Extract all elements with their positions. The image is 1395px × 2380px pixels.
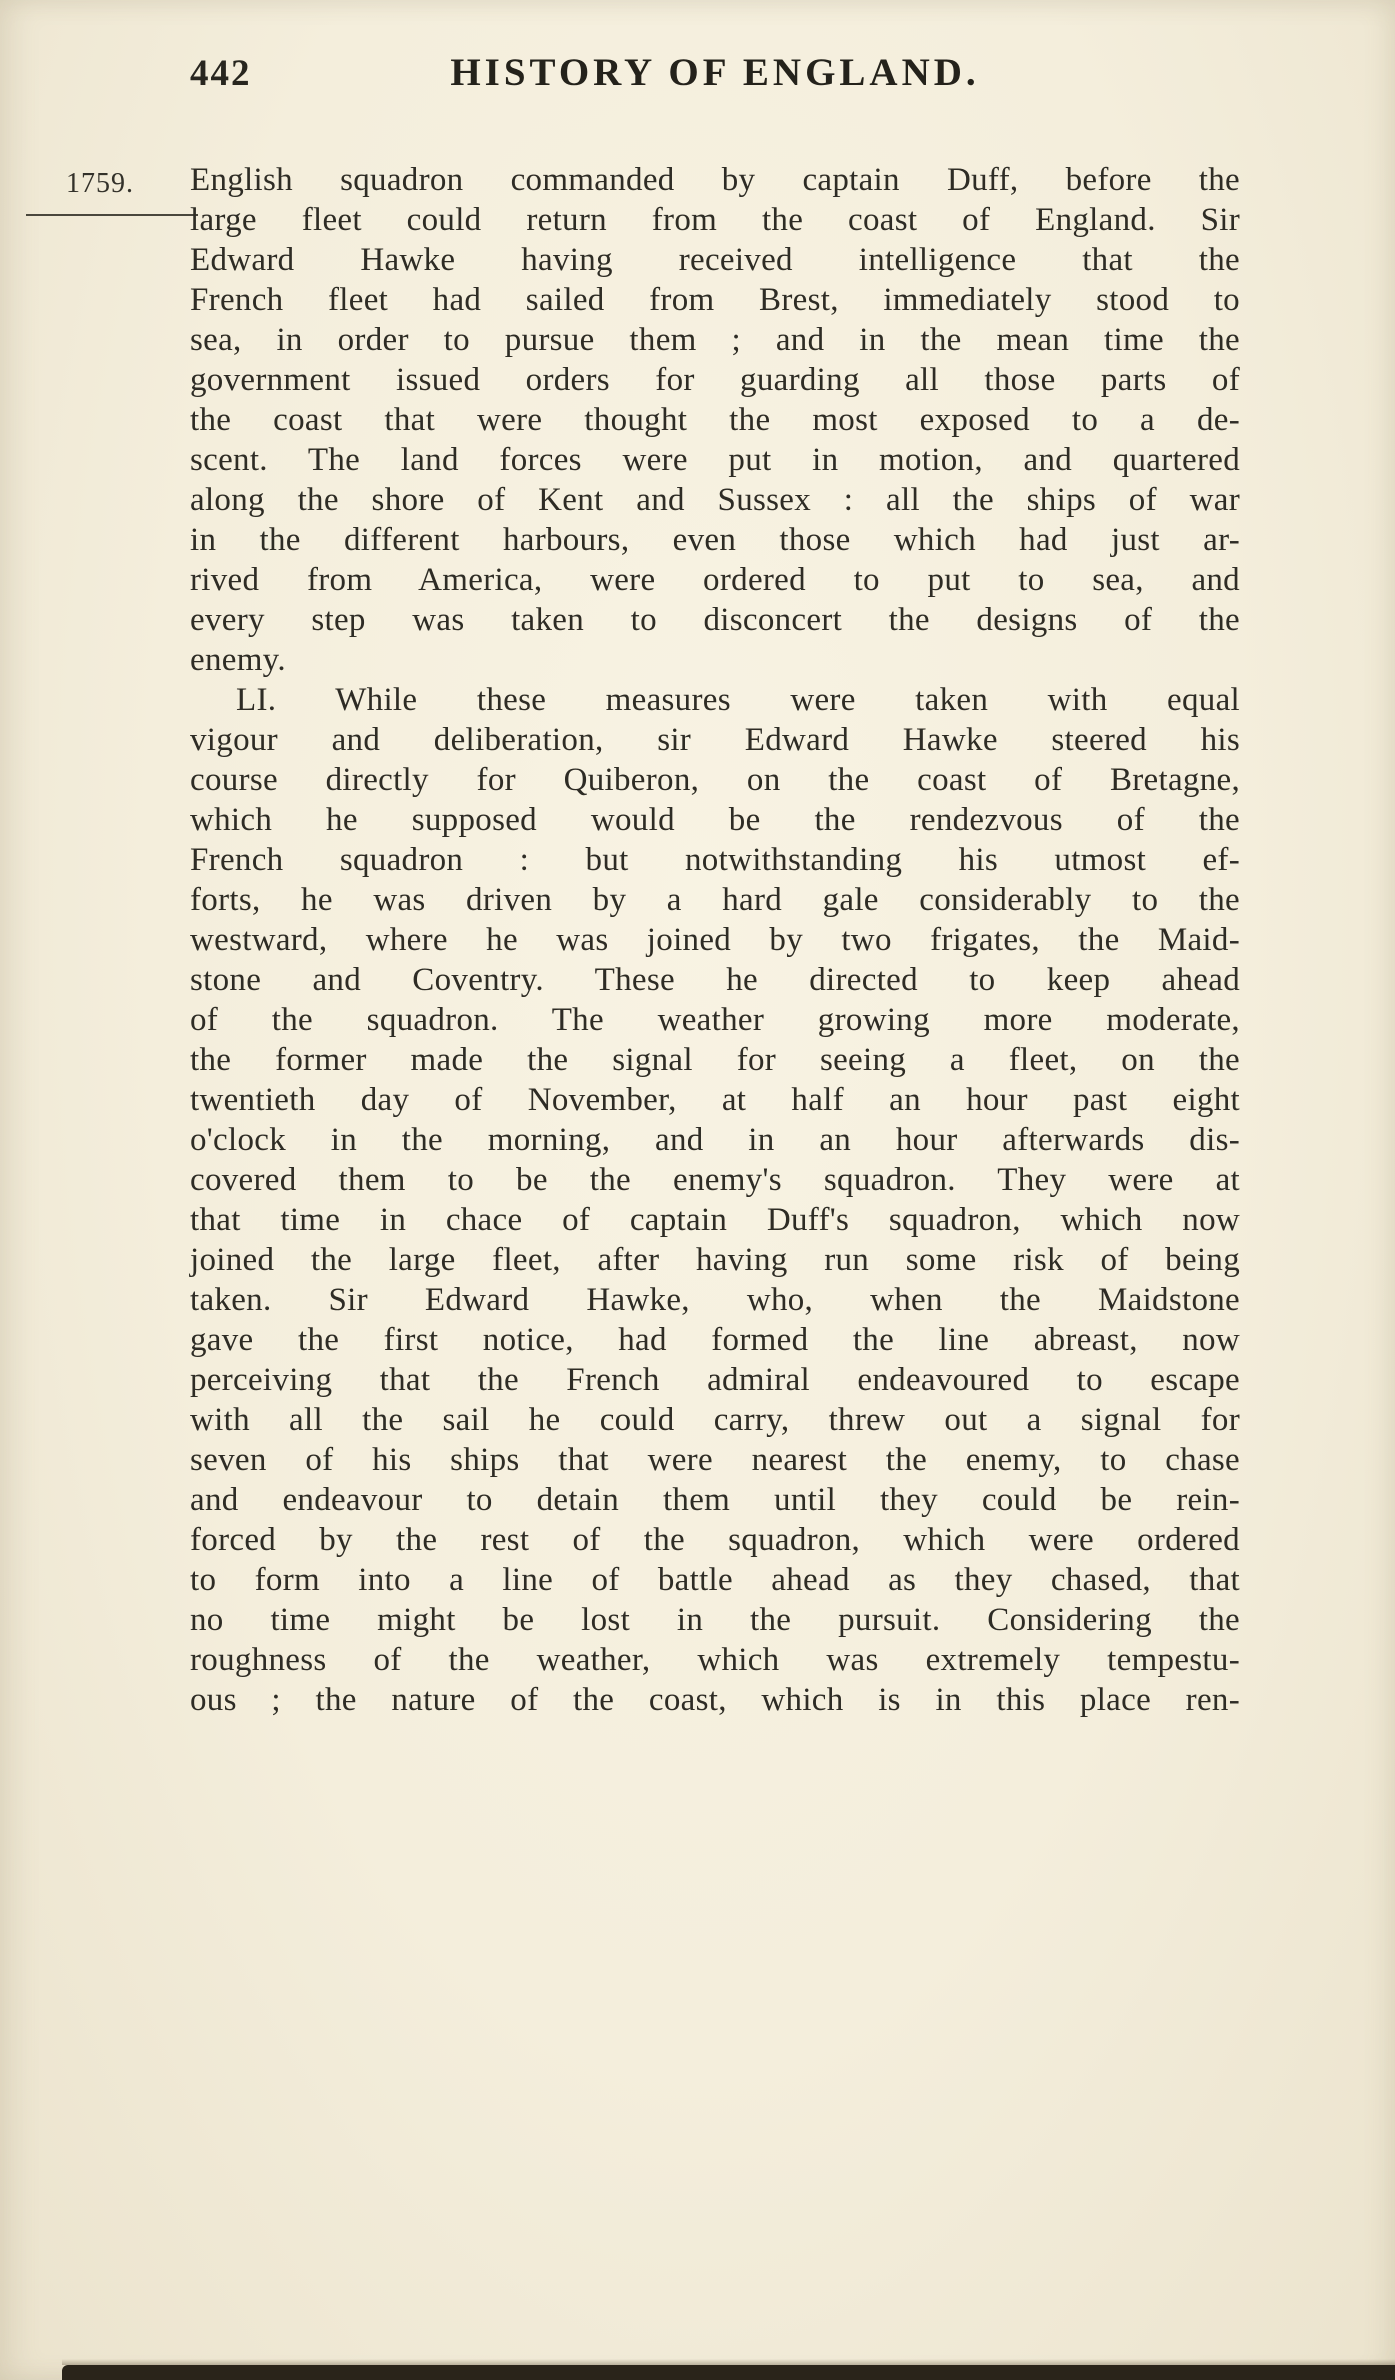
paragraph — [190, 160, 1240, 680]
text-line: westward, where he was joined by two frigates, the Maid- — [190, 922, 1240, 958]
text-line: along the shore of Kent and Sussex : all the ships of war — [190, 482, 1240, 518]
text-line: with all the sail he could carry, threw out a signal for — [190, 1402, 1240, 1438]
text-line: French fleet had sailed from Brest, immediately stood to — [190, 282, 1240, 318]
text-line: stone and Coventry. These he directed to keep ahead — [190, 962, 1240, 998]
text-line: and endeavour to detain them until they could be rein- — [190, 1482, 1240, 1518]
text-line: government issued orders for guarding all those parts of — [190, 362, 1240, 398]
text-line: forts, he was driven by a hard gale considerably to the — [190, 882, 1240, 918]
margin-year: 1759. — [66, 168, 134, 199]
text-line: LI. While these measures were taken with equal — [236, 682, 1240, 718]
text-line: twentieth day of November, at half an hour past eight — [190, 1082, 1240, 1118]
scan-edge — [62, 2365, 1395, 2380]
paragraph — [190, 680, 1240, 1720]
text-line: seven of his ships that were nearest the enemy, to chase — [190, 1442, 1240, 1478]
text-line: every step was taken to disconcert the designs of the — [190, 602, 1240, 638]
running-title: HISTORY OF ENGLAND. — [450, 51, 980, 94]
text-line: the former made the signal for seeing a fleet, on the — [190, 1042, 1240, 1078]
text-line: sea, in order to pursue them ; and in the mean time the — [190, 322, 1240, 358]
text-line: scent. The land forces were put in motion, and quartered — [190, 442, 1240, 478]
text-line: taken. Sir Edward Hawke, who, when the Maidstone — [190, 1282, 1240, 1318]
text-line: covered them to be the enemy's squadron. They were at — [190, 1162, 1240, 1198]
text-line: perceiving that the French admiral endeavoured to escape — [190, 1362, 1240, 1398]
text-line: o'clock in the morning, and in an hour afterwards dis- — [190, 1122, 1240, 1158]
text-line: gave the first notice, had formed the line abreast, now — [190, 1322, 1240, 1358]
margin-rule — [26, 214, 198, 216]
page-number: 442 — [190, 53, 252, 94]
text-line: course directly for Quiberon, on the coast of Bretagne, — [190, 762, 1240, 798]
text-line: English squadron commanded by captain Duff, before the — [190, 162, 1240, 198]
text-line: vigour and deliberation, sir Edward Hawke steered his — [190, 722, 1240, 758]
text-line: rived from America, were ordered to put to sea, and — [190, 562, 1240, 598]
text-line: that time in chace of captain Duff's squadron, which now — [190, 1202, 1240, 1238]
text-line: forced by the rest of the squadron, which were ordered — [190, 1522, 1240, 1558]
text-line: which he supposed would be the rendezvous of the — [190, 802, 1240, 838]
text-line: the coast that were thought the most exposed to a de- — [190, 402, 1240, 438]
text-line: of the squadron. The weather growing more moderate, — [190, 1002, 1240, 1038]
text-block — [190, 160, 1240, 1720]
text-line: no time might be lost in the pursuit. Considering the — [190, 1602, 1240, 1638]
text-line: Edward Hawke having received intelligence that the — [190, 242, 1240, 278]
text-line: to form into a line of battle ahead as they chased, that — [190, 1562, 1240, 1598]
text-line: ous ; the nature of the coast, which is in this place ren- — [190, 1682, 1240, 1718]
page-header — [190, 50, 1240, 102]
text-line: large fleet could return from the coast of England. Sir — [190, 202, 1240, 238]
text-line: enemy. — [190, 642, 286, 678]
margin-note — [0, 168, 200, 216]
text-line: joined the large fleet, after having run some risk of being — [190, 1242, 1240, 1278]
text-line: French squadron : but notwithstanding his utmost ef- — [190, 842, 1240, 878]
text-line: in the different harbours, even those which had just ar- — [190, 522, 1240, 558]
text-line: roughness of the weather, which was extremely tempestu- — [190, 1642, 1240, 1678]
